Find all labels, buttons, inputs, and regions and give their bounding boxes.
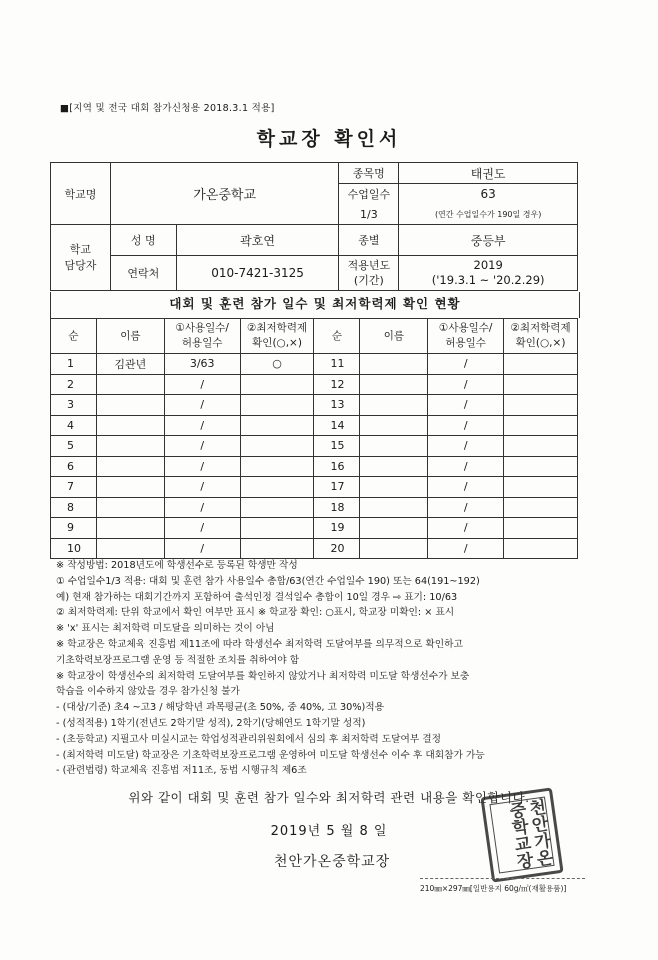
days-note: (연간 수업일수가 190일 경우) — [399, 204, 578, 225]
col-header-days-line2: 허용일수 — [181, 337, 223, 349]
col-header-name: 이름 — [96, 319, 164, 354]
row-number: 5 — [51, 436, 97, 457]
note-line: - (초등학교) 지필고사 미실시교는 학업성적관리위원회에서 심의 후 최저학력 도달여부 결정 — [56, 733, 442, 745]
table-row — [51, 415, 578, 436]
row-days-used: / — [164, 436, 240, 457]
row-number: 17 — [314, 477, 360, 498]
note-line: ② 최저학력제: 단위 학교에서 확인 여부만 표시 ※ 학교장 확인: ○표시, 학교장 미확인: × 표시 — [56, 607, 455, 619]
row-days-used: / — [428, 456, 504, 477]
teacher-label-line1: 학교 — [69, 242, 92, 256]
row-student-name — [360, 518, 428, 539]
row-academic-check — [504, 497, 578, 518]
row-student-name — [360, 538, 428, 559]
row-student-name — [360, 354, 428, 375]
row-days-used: / — [164, 518, 240, 539]
col-header-acad-line1: ②최저학력제 — [510, 322, 571, 334]
year-label-line2: (기간) — [353, 274, 384, 287]
row-student-name — [360, 497, 428, 518]
seal-text: 천안가온중학교장 — [504, 797, 554, 871]
row-number: 18 — [314, 497, 360, 518]
row-days-used: / — [428, 538, 504, 559]
note-line: ※ 작성방법: 2018년도에 학생선수로 등록된 학생만 작성 — [56, 560, 298, 571]
table-row — [51, 538, 578, 559]
footer-divider — [420, 878, 585, 879]
col-header-acad-line1: ②최저학력제 — [246, 322, 308, 334]
col-header-name: 이름 — [360, 319, 428, 354]
note-line: ※ 'x' 표시는 최저학력 미도달을 의미하는 것이 아님 — [56, 623, 275, 635]
row-number: 8 — [51, 497, 97, 518]
row-student-name — [96, 538, 164, 559]
row-number: 16 — [314, 456, 360, 477]
participation-table — [50, 318, 578, 559]
sport-value: 태권도 — [399, 163, 578, 184]
contact-value: 010-7421-3125 — [176, 256, 339, 291]
table-row — [51, 456, 578, 477]
form-header-note: ■[지역 및 전국 대회 참가신청용 2018.3.1 적용] — [60, 103, 275, 114]
col-header-days-line1: ①사용일수/ — [175, 322, 229, 334]
category-label: 종별 — [339, 225, 399, 256]
note-line: - (관련법령) 학교체육 진흥법 저11조, 동법 시행규칙 제6조 — [56, 765, 307, 777]
year-value — [399, 256, 578, 291]
year-value-line1: 2019 — [473, 258, 503, 272]
row-days-used: / — [164, 497, 240, 518]
col-header-days-line1: ①사용일수/ — [438, 322, 493, 334]
row-days-used: / — [428, 497, 504, 518]
row-student-name — [96, 374, 164, 395]
row-number: 9 — [51, 518, 97, 539]
table-row — [51, 436, 578, 457]
notes-section — [56, 558, 616, 779]
row-academic-check — [240, 497, 314, 518]
row-academic-check — [504, 374, 578, 395]
row-number: 7 — [51, 477, 97, 498]
row-academic-check — [240, 477, 314, 498]
row-student-name — [360, 436, 428, 457]
row-days-used: / — [428, 518, 504, 539]
year-label-line1: 적용년도 — [347, 259, 391, 272]
row-number: 2 — [51, 374, 97, 395]
row-number: 20 — [314, 538, 360, 559]
row-academic-check — [504, 518, 578, 539]
row-academic-check — [504, 436, 578, 457]
row-number: 10 — [51, 538, 97, 559]
row-student-name: 김관년 — [96, 354, 164, 375]
row-number: 4 — [51, 415, 97, 436]
teacher-label-line2: 담당자 — [64, 258, 97, 272]
row-academic-check — [504, 477, 578, 498]
row-student-name — [360, 395, 428, 416]
row-academic-check — [240, 538, 314, 559]
col-header-acad-line2: 확인(○,×) — [252, 337, 302, 349]
note-line: - (최저학력 미도달) 학교장은 기초학력보장프로그램 운영하여 미도달 학생선수 이수 후 대회참가 가능 — [56, 749, 485, 761]
participation-table-body — [51, 354, 578, 559]
note-line: 기초학력보장프로그램 운영 등 적절한 조치를 취하여야 함 — [56, 654, 300, 666]
row-days-used: / — [164, 538, 240, 559]
table-row — [51, 477, 578, 498]
teacher-label — [51, 225, 111, 291]
row-student-name — [96, 456, 164, 477]
col-header-days — [164, 319, 240, 354]
row-student-name — [360, 374, 428, 395]
table-row — [51, 374, 578, 395]
row-academic-check — [240, 374, 314, 395]
row-number: 11 — [314, 354, 360, 375]
row-days-used: / — [428, 354, 504, 375]
col-header-acad — [504, 319, 578, 354]
row-number: 13 — [314, 395, 360, 416]
row-student-name — [96, 497, 164, 518]
row-number: 15 — [314, 436, 360, 457]
col-header-no: 순 — [314, 319, 360, 354]
row-student-name — [360, 477, 428, 498]
row-academic-check — [240, 415, 314, 436]
row-student-name — [96, 477, 164, 498]
note-line: 학습을 이수하지 않았을 경우 참가신청 불가 — [56, 686, 240, 698]
col-header-days-line2: 허용일수 — [445, 337, 486, 349]
row-number: 19 — [314, 518, 360, 539]
document-title: 학교장 확인서 — [256, 128, 402, 150]
table-row — [51, 354, 578, 375]
contact-label: 연락처 — [110, 256, 176, 291]
year-value-line2: ('19.3.1 ~ '20.2.29) — [431, 273, 545, 287]
row-academic-check — [240, 395, 314, 416]
row-days-used: / — [164, 456, 240, 477]
row-academic-check — [504, 538, 578, 559]
row-days-used: 3/63 — [164, 354, 240, 375]
row-days-used: / — [428, 395, 504, 416]
row-academic-check — [240, 436, 314, 457]
row-academic-check: ○ — [240, 354, 314, 375]
year-label — [339, 256, 399, 291]
row-student-name — [360, 456, 428, 477]
row-academic-check — [504, 415, 578, 436]
row-student-name — [96, 518, 164, 539]
row-days-used: / — [164, 477, 240, 498]
row-days-used: / — [164, 374, 240, 395]
section-title: 대회 및 훈련 참가 일수 및 최저학력제 확인 현황 — [50, 292, 580, 318]
note-line: ※ 학교장이 학생선수의 최저학력 도달여부를 확인하지 않았거나 최저학력 미도달 학생선수가 보충 — [56, 670, 470, 682]
row-student-name — [96, 395, 164, 416]
row-academic-check — [240, 518, 314, 539]
note-line: 예) 현재 참가하는 대회기간까지 포함하여 출석인정 결석일수 총합이 10일 경우 ⇨ 표기: 10/63 — [56, 591, 458, 603]
row-academic-check — [504, 354, 578, 375]
row-number: 6 — [51, 456, 97, 477]
col-header-acad-line2: 확인(○,×) — [515, 337, 566, 349]
info-table — [50, 162, 578, 291]
col-header-no: 순 — [51, 319, 97, 354]
sport-label: 종목명 — [339, 163, 399, 184]
school-name-value: 가온중학교 — [110, 163, 339, 225]
school-name-label: 학교명 — [51, 163, 111, 225]
col-header-days — [428, 319, 504, 354]
row-number: 1 — [51, 354, 97, 375]
row-academic-check — [504, 456, 578, 477]
teacher-name-label: 성 명 — [110, 225, 176, 256]
row-days-used: / — [428, 436, 504, 457]
row-academic-check — [504, 395, 578, 416]
row-number: 14 — [314, 415, 360, 436]
row-academic-check — [240, 456, 314, 477]
category-value: 중등부 — [399, 225, 578, 256]
paper-spec-footer: 210㎜×297㎜[일반용지 60g/㎡(재활용품)] — [420, 884, 567, 893]
row-number: 12 — [314, 374, 360, 395]
row-days-used: / — [428, 477, 504, 498]
table-row — [51, 518, 578, 539]
principal-signature: 천안가온중학교장 — [274, 854, 391, 870]
table-row — [51, 395, 578, 416]
days-label-line1: 수업일수 — [339, 184, 399, 205]
confirmation-date: 2019년 5 월 8 일 — [270, 824, 388, 839]
row-days-used: / — [428, 415, 504, 436]
note-line: ※ 학교장은 학교체육 진흥법 제11조에 따라 학생선수 최저학력 도달여부를 의무적으로 확인하고 — [56, 638, 463, 650]
days-value: 63 — [399, 184, 578, 205]
row-student-name — [360, 415, 428, 436]
confirmation-statement: 위와 같이 대회 및 훈련 참가 일수와 최저학력 관련 내용을 확인합니다. — [128, 790, 530, 805]
days-label-line2: 1/3 — [339, 204, 399, 225]
row-days-used: / — [164, 415, 240, 436]
note-line: - (성적적용) 1학기(전년도 2학기말 성적), 2학기(당해연도 1학기말 성적) — [56, 717, 366, 729]
table-row — [51, 497, 578, 518]
row-student-name — [96, 436, 164, 457]
row-days-used: / — [164, 395, 240, 416]
col-header-acad — [240, 319, 314, 354]
note-line: ① 수업일수1/3 적용: 대회 및 훈련 참가 사용일수 총합/63(연간 수업일수 190) 또는 64(191~192) — [56, 575, 480, 587]
row-days-used: / — [428, 374, 504, 395]
row-number: 3 — [51, 395, 97, 416]
note-line: - (대상/기준) 초4 ~고3 / 해당학년 과목평균(초 50%, 중 40%, 고 30%)적용 — [56, 702, 385, 714]
principal-seal-stamp — [480, 787, 563, 882]
row-student-name — [96, 415, 164, 436]
teacher-name-value: 곽호연 — [176, 225, 339, 256]
